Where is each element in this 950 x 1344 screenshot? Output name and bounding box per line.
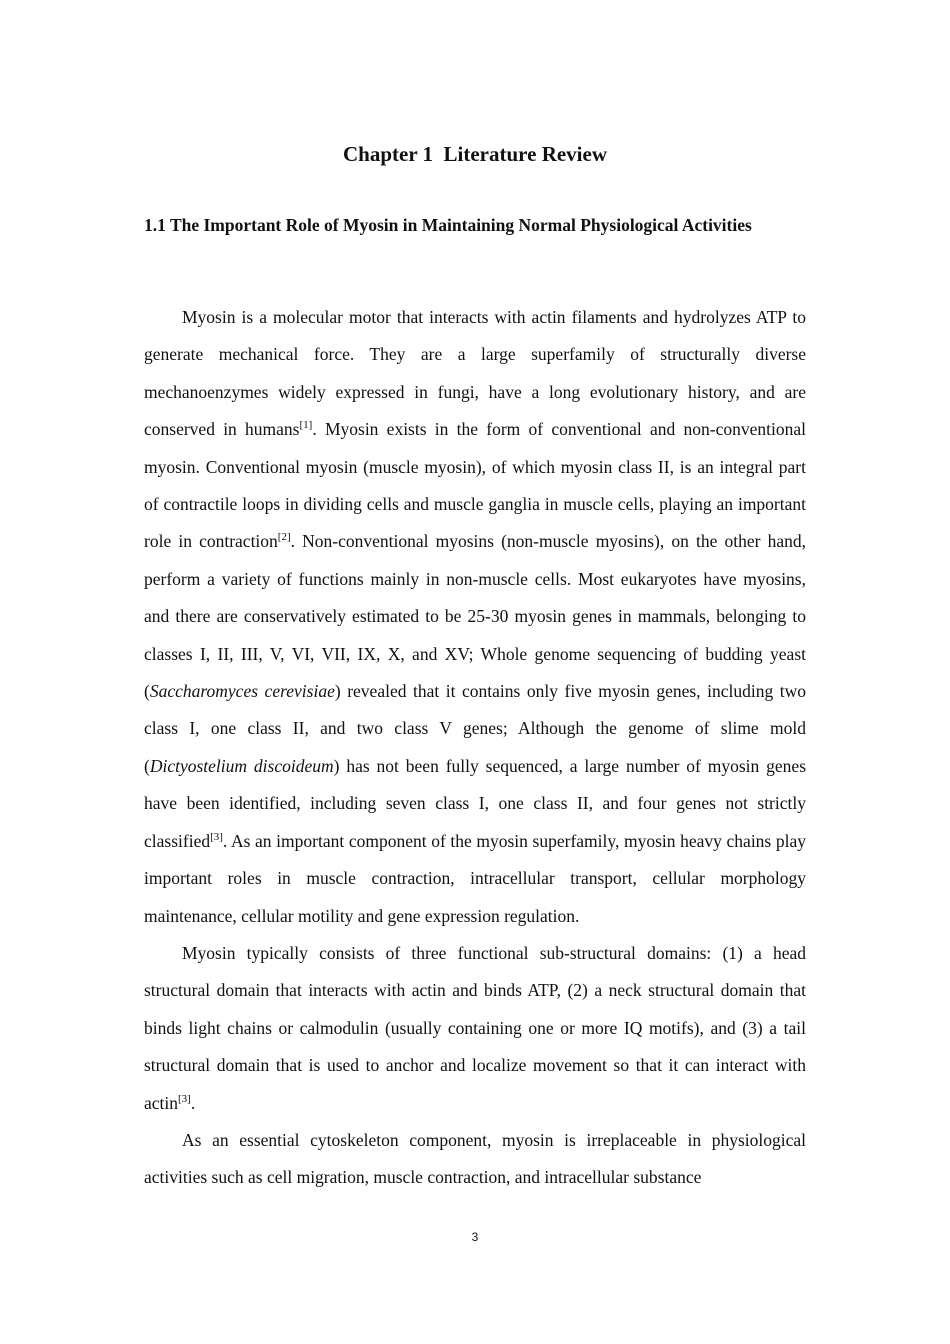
text-run: . As an important component of the myosin superfamily, myosin heavy chains play important roles in muscle contraction, intracellular transport, cellular morphology maintenance, cellular motility and gene expression regulation.	[144, 830, 806, 926]
text-run: ) revealed that it contains only five myosin genes, including two class I, one class II, and two class V genes; Although the genome of slime mold (	[144, 681, 806, 776]
species-name: Saccharomyces cerevisiae	[149, 681, 335, 702]
citation-ref: [3]	[178, 1092, 191, 1105]
text-run: . Non-conventional myosins (non-muscle myosins), on the other hand, perform a variety of functions mainly in non-muscle cells. Most eukaryotes have myosins, and there are conservatively estimated to be 25-30 myosin genes in mammals, belonging to classes I, II, III, V, VI, VII, IX, X, and XV; Whole genome sequencing of budding yeast (	[144, 531, 806, 702]
citation-ref: [1]	[299, 419, 313, 432]
citation-ref: [2]	[277, 531, 291, 544]
body-text	[144, 299, 806, 1197]
page-number: 3	[471, 1230, 479, 1244]
species-name: Dictyostelium discoideum	[149, 755, 334, 776]
paragraph-myosin-overview	[144, 299, 806, 935]
citation-ref: [3]	[210, 830, 223, 843]
text-run: .	[190, 1092, 196, 1113]
paragraph-myosin-domains	[144, 935, 806, 1122]
text-run: . Myosin exists in the form of conventional and non-conventional myosin. Conventional myosin (muscle myosin), of which myosin class II, is an integral part of contractile loops in dividing cells and muscle ganglia in muscle cells, playing an important role in contraction	[144, 419, 806, 552]
text-run: Myosin is a molecular motor that interacts with actin filaments and hydrolyzes ATP to generate mechanical force. They are a large superfamily of structurally diverse mechanoenzymes widely expressed in fungi, have a long evolutionary history, and are conserved in humans	[144, 307, 806, 440]
text-run: As an essential cytoskeleton component, myosin is irreplaceable in physiological activities such as cell migration, muscle contraction, and intracellular substance	[144, 1129, 806, 1188]
paragraph-myosin-cytoskeleton	[144, 1122, 806, 1197]
section-heading	[144, 204, 806, 247]
chapter-title: Chapter 1 Literature Review	[343, 142, 607, 166]
section-title: The Important Role of Myosin in Maintaining Normal Physiological Activities	[169, 215, 752, 235]
text-run: Myosin typically consists of three functional sub-structural domains: (1) a head structural domain that interacts with actin and binds ATP, (2) a neck structural domain that binds light chains or calmodulin (usually containing one or more IQ motifs), and (3) a tail structural domain that is used to anchor and localize movement so that it can interact with actin	[144, 942, 806, 1113]
text-run: ) has not been fully sequenced, a large number of myosin genes have been identified, including seven class I, one class II, and four genes not strictly classified	[144, 755, 807, 851]
section-number: 1.1	[144, 215, 166, 235]
